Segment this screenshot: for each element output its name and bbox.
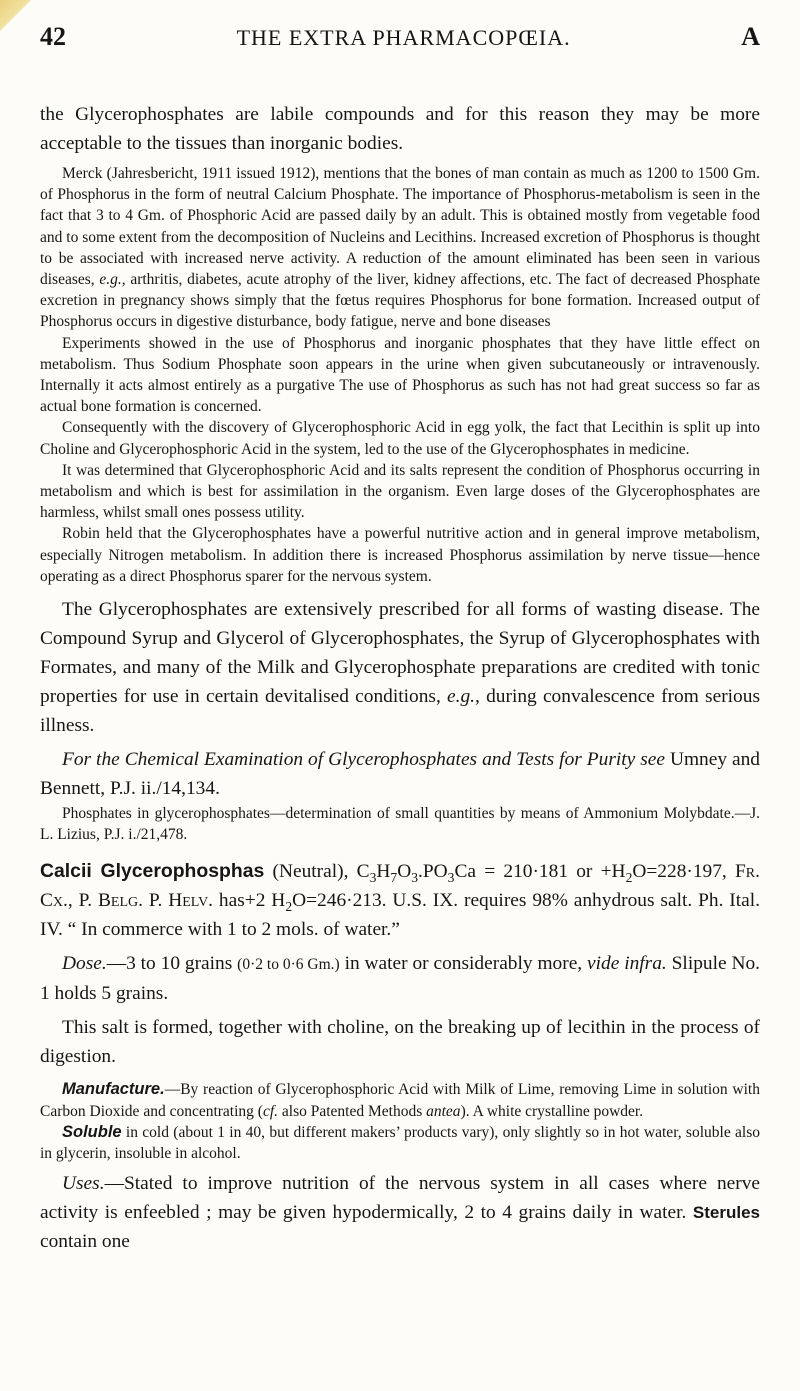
page-header [40, 22, 760, 66]
merck-eg: e.g. [99, 271, 122, 289]
experiments-text: Experiments showed in the use of Phosphorus and inorganic phosphates that they have little effect on metabolism. Thus Sodium Phosphate soon appears in the urine when given subcutaneously or intravenously. Internally it acts almost entirely as a purgative The use of Phosphorus as such has not had great success so far as actual bone formation is concerned. [40, 334, 760, 416]
phosphates-paragraph [40, 803, 760, 845]
experiments-paragraph [40, 333, 760, 418]
section-letter: A [741, 22, 760, 51]
page-corner-mark [0, 0, 34, 34]
merck-paragraph [40, 163, 760, 333]
formula-part: O=246·213. U.S. IX. requires 98% anhydrous salt. Ph. Ital. IV. “ In commerce with 1 to 2 mols. of water.” [40, 890, 760, 941]
formula-subscript: 2 [285, 899, 293, 915]
formula-part: O=228·197, [632, 861, 736, 883]
formula-part: Ca = 210·181 or +H [454, 861, 626, 883]
salt-note-paragraph [40, 1013, 760, 1071]
dose-text: Slipule No. 1 holds 5 grains. [40, 953, 761, 1005]
page-number: 42 [40, 22, 66, 51]
uses-paragraph [40, 1169, 760, 1256]
formula-part: C [356, 861, 370, 883]
formula-part: H [376, 861, 391, 883]
chemical-exam-italic: For the Chemical Examination of Glycerophosphates and Tests for Purity see [62, 749, 665, 771]
monograph-name: Calcii Glycerophosphas [40, 860, 265, 883]
uses-text: —Stated to improve nutrition of the nervous system in all cases where nerve activity is enfeebled ; may be given hypodermically, 2 to 4 grains daily in water. [40, 1173, 760, 1224]
dose-label: Dose. [62, 953, 107, 975]
dose-text: —3 to 10 grains [106, 953, 238, 975]
chemical-exam-text: Umney and Bennett, P.J. ii./14,134. [40, 749, 761, 800]
calcii-monograph-heading [40, 857, 760, 944]
manufacture-label: Manufacture. [62, 1080, 165, 1099]
intro-paragraph [40, 100, 760, 158]
phosphates-text: Phosphates in glycerophosphates—determination of small quantities by means of Ammonium Molybdate.—J. L. Lizius, P.J. i./21,478. [40, 805, 760, 844]
prescribed-paragraph [40, 595, 760, 740]
formula-subscript: 7 [390, 870, 398, 886]
formula-part: .PO [418, 861, 448, 883]
chemical-exam-paragraph [40, 745, 760, 803]
soluble-label: Soluble [62, 1122, 122, 1141]
salt-note-text: This salt is formed, together with choline, on the breaking up of lecithin in the process of digestion. [40, 1017, 760, 1068]
soluble-text: in cold (about 1 in 40, but different makers’ products vary), only slightly so in hot water, soluble also in glycerin, insoluble in alcohol. [40, 1123, 760, 1163]
manufacture-cf: cf. [262, 1102, 279, 1120]
manufacture-text: —By reaction of Glycerophosphoric Acid with Milk of Lime, removing Lime in solution with Carbon Dioxide and concentrating ( [40, 1081, 760, 1120]
robin-paragraph [40, 523, 760, 587]
formula-part: has+2 H [213, 890, 286, 912]
uses-sterules: Sterules [692, 1203, 760, 1223]
monograph-neutral: (Neutral), [264, 861, 357, 883]
formula-subscript: 3 [369, 870, 377, 886]
dose-metric: (0·2 to 0·6 Gm.) [237, 956, 340, 974]
uses-text: contain one [40, 1231, 130, 1253]
merck-text: Merck (Jahresbericht, 1911 issued 1912), mentions that the bones of man contain as much as 1200 to 1500 Gm. of Phosphorus in the form of neutral Calcium Phosphate. The importance of Phosphorus-metabolism is seen in the fact that 3 to 4 Gm. of Phosphoric Acid are passed daily by an adult. This is obtained mostly from vegetable food and to some extent from the decomposition of Nucleins and Lecithins. Increased excretion of Phosphorus is thought to be associated with increased nerve activity. A reduction of the amount eliminated has been seen in various diseases, [40, 165, 760, 289]
prescribed-text-b: , during convalescence from serious illness. [40, 686, 760, 737]
intro-text: the Glycerophosphates are labile compounds and for this reason they may be more acceptable to the tissues than inorganic bodies. [40, 104, 760, 154]
formula-subscript: 3 [447, 870, 455, 886]
soluble-paragraph [40, 1122, 760, 1164]
formula-part: O [397, 861, 412, 883]
manufacture-ante: antea [426, 1102, 461, 1120]
dose-text: in water or considerably more, [339, 953, 588, 975]
book-page [40, 22, 760, 1256]
prescribed-eg: e.g. [447, 686, 476, 708]
formula-subscript: 2 [625, 870, 633, 886]
robin-text: Robin held that the Glycerophosphates have a powerful nutritive action and in general improve metabolism, especially Nitrogen metabolism. In addition there is increased Phosphorus assimilation by nerve tissue—hence operating as a direct Phosphorus sparer for the nervous system. [40, 525, 760, 585]
formula-subscript: 3 [411, 870, 419, 886]
consequently-paragraph [40, 417, 760, 459]
manufacture-paragraph [40, 1079, 760, 1121]
prescribed-text: The Glycerophosphates are extensively prescribed for all forms of wasting disease. The Compound Syrup and Glycerol of Glycerophosphates, the Syrup of Glycerophosphates with Formates, and many of the Milk and Glycerophosphate preparations are credited with tonic properties for use in certain devitalised conditions, [40, 599, 760, 708]
determined-paragraph [40, 460, 760, 524]
dose-vide: vide infra. [587, 953, 667, 975]
pharmacopoeia-refs: Fr. Cx., P. Belg. P. Helv. [40, 861, 760, 912]
uses-label: Uses. [62, 1173, 105, 1195]
running-title: THE EXTRA PHARMACOPŒIA. [236, 25, 571, 50]
merck-text-b: , arthritis, diabetes, acute atrophy of the liver, kidney affections, etc. The fact of decreased Phosphate excretion in pregnancy shows simply that the fœtus requires Phosphorus for bone formation. Increased output of Phosphorus occurs in digestive disturbance, body fatigue, nerve and bone diseases [40, 271, 761, 331]
consequently-text: Consequently with the discovery of Glycerophosphoric Acid in egg yolk, the fact that Lecithin is split up into Choline and Glycerophosphoric Acid in the system, led to the use of the Glycerophosphates in medicine. [40, 419, 760, 458]
dose-paragraph [40, 949, 760, 1008]
manufacture-text: also Patented Methods [278, 1102, 427, 1120]
manufacture-text: ). A white crystalline powder. [460, 1102, 644, 1120]
determined-text: It was determined that Glycerophosphoric Acid and its salts represent the condition of Phosphorus occurring in metabolism and which is best for assimilation in the organism. Even large doses of the Glycerophosphates are harmless, whilst small ones possess utility. [40, 461, 760, 522]
